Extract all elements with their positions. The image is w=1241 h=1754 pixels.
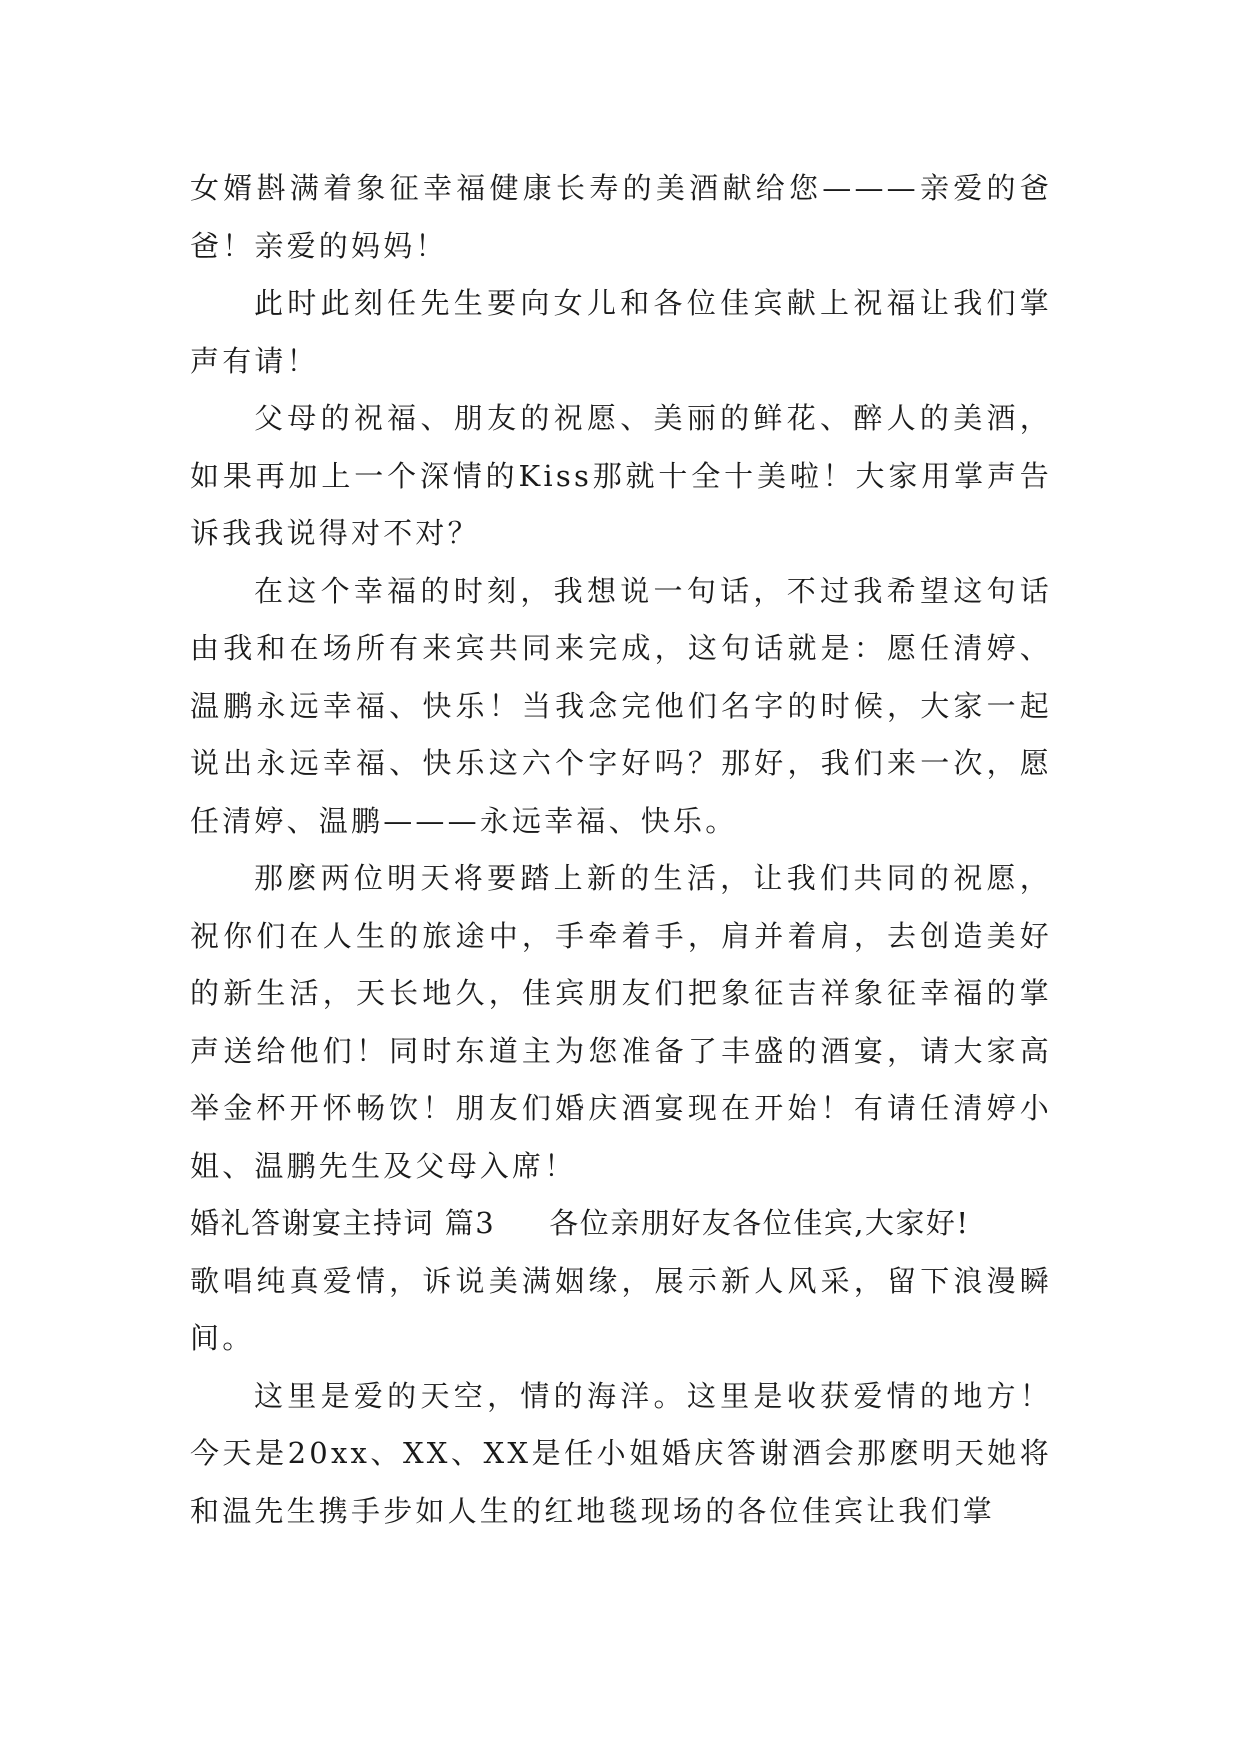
section-opening: 各位亲朋好友各位佳宾,大家好!: [549, 1206, 970, 1240]
section-title: 婚礼答谢宴主持词: [190, 1206, 435, 1240]
section-heading-line: [190, 1195, 1052, 1253]
paragraph: 这里是爱的天空，情的海洋。这里是收获爱情的地方！今天是20xx、XX、XX是任小姐婚庆答谢酒会那麽明天她将和温先生携手步如人生的红地毯现场的各位佳宾让我们掌: [190, 1378, 1052, 1528]
paragraph: 此时此刻任先生要向女儿和各位佳宾献上祝福让我们掌声有请！: [190, 286, 1052, 378]
document-body: [190, 160, 1052, 1540]
section-number: 篇3: [444, 1206, 496, 1240]
paragraph: 父母的祝福、朋友的祝愿、美丽的鲜花、醉人的美酒，如果再加上一个深情的Kiss那就十全十美啦！大家用掌声告诉我我说得对不对？: [190, 401, 1052, 550]
paragraph: 女婿斟满着象征幸福健康长寿的美酒献给您———亲爱的爸爸！亲爱的妈妈！: [190, 171, 1052, 263]
paragraph: 那麽两位明天将要踏上新的生活，让我们共同的祝愿，祝你们在人生的旅途中，手牵着手，肩并着肩，去创造美好的新生活，天长地久，佳宾朋友们把象征吉祥象征幸福的掌声送给他们！同时东道主为您准备了丰盛的酒宴，请大家高举金杯开怀畅饮！朋友们婚庆酒宴现在开始！有请任清婷小姐、温鹏先生及父母入席！: [190, 861, 1052, 1183]
paragraph: 在这个幸福的时刻，我想说一句话，不过我希望这句话由我和在场所有来宾共同来完成，这句话就是：愿任清婷、温鹏永远幸福、快乐！当我念完他们名字的时候，大家一起说出永远幸福、快乐这六个字好吗？那好，我们来一次，愿任清婷、温鹏———永远幸福、快乐。: [190, 573, 1052, 838]
paragraph: 歌唱纯真爱情，诉说美满姻缘，展示新人风采，留下浪漫瞬间。: [190, 1263, 1052, 1355]
